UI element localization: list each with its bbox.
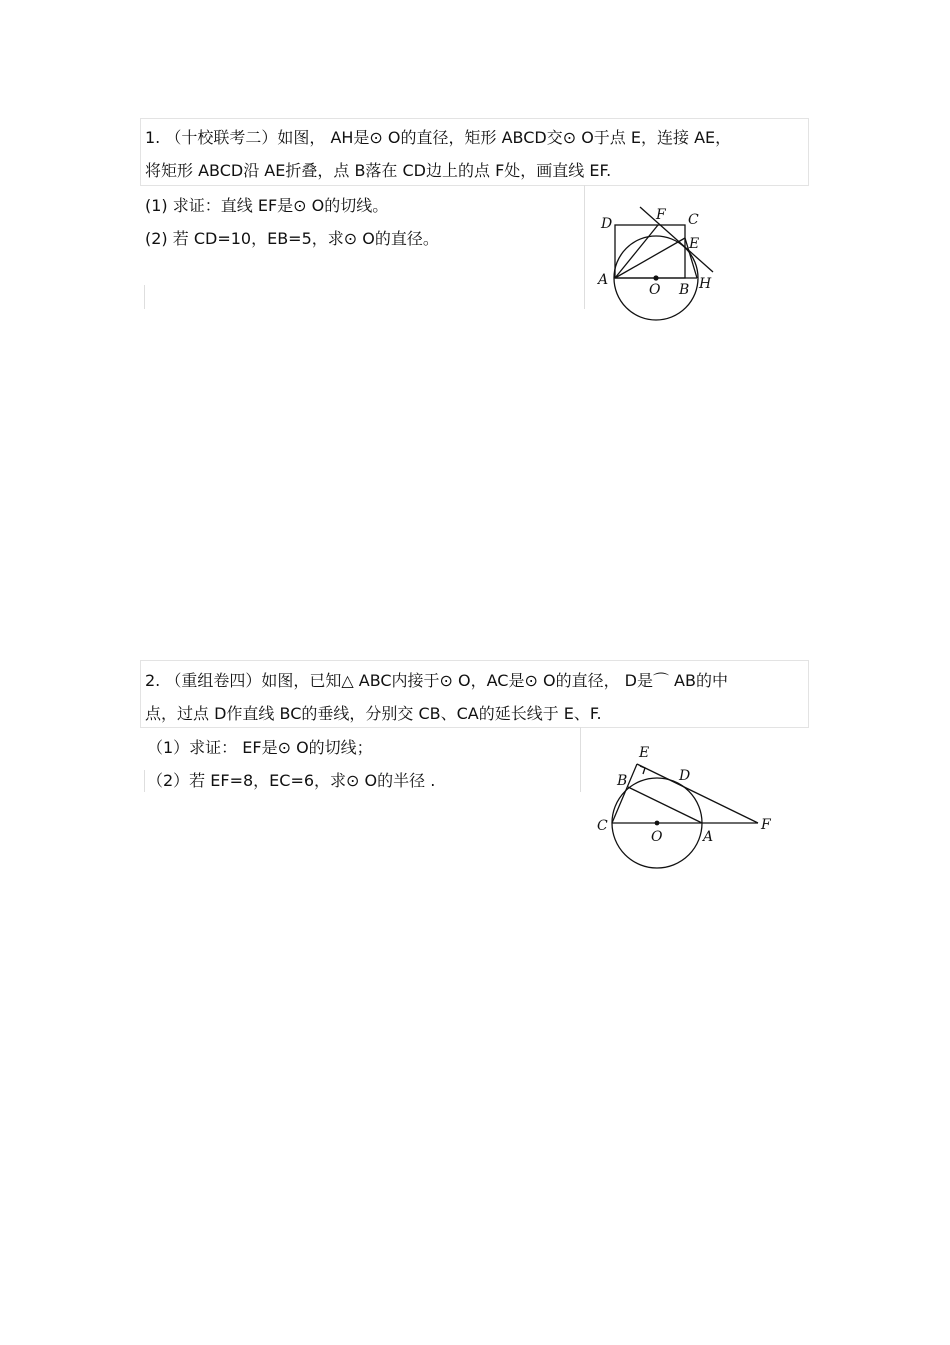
p2-label-D: D — [679, 768, 691, 784]
p2-line-BA — [628, 787, 702, 823]
problem1-figure — [590, 198, 725, 328]
p1-rectangle — [615, 225, 685, 278]
p1-label-F: F — [656, 207, 666, 223]
p1-label-O: O — [649, 282, 661, 298]
problem1-question1: (1) 求证：直线 EF是⊙ O的切线。 — [145, 196, 389, 215]
p1-label-C: C — [688, 212, 699, 228]
p2-right-angle-mark — [640, 766, 645, 774]
p2-label-C: C — [597, 818, 608, 834]
problem2-left-divider — [144, 770, 145, 792]
p2-label-E: E — [639, 745, 650, 761]
problem2-line1: 2. （重组卷四）如图，已知△ ABC内接于⊙ O，AC是⊙ O的直径， D是⌒ AB的中 — [145, 671, 728, 690]
problem2-question2: （2）若 EF=8，EC=6，求⊙ O的半径 . — [147, 771, 436, 790]
p2-line-EF — [637, 764, 758, 823]
p1-label-B: B — [679, 282, 690, 298]
problem1-left-divider — [144, 285, 145, 309]
p2-label-O: O — [651, 829, 663, 845]
p1-label-D: D — [601, 216, 613, 232]
problem1-line2: 将矩形 ABCD沿 AE折叠，点 B落在 CD边上的点 F处，画直线 EF. — [145, 161, 612, 180]
p1-label-E: E — [689, 236, 700, 252]
p1-label-H: H — [699, 276, 712, 292]
problem2-question1: （1）求证： EF是⊙ O的切线； — [147, 738, 373, 757]
problem2-figure-divider — [580, 727, 581, 792]
p2-label-B: B — [617, 773, 628, 789]
p2-label-A: A — [703, 829, 714, 845]
p2-center-dot — [655, 821, 660, 826]
problem2-line2: 点，过点 D作直线 BC的垂线，分别交 CB、CA的延长线于 E、F. — [145, 704, 602, 723]
p1-line-AE — [615, 238, 685, 278]
p1-label-A: A — [598, 272, 609, 288]
p1-line-FH — [640, 207, 713, 272]
problem1-question2: (2) 若 CD=10，EB=5，求⊙ O的直径。 — [145, 229, 439, 248]
problem2-figure — [592, 740, 782, 875]
problem1-figure-divider — [584, 185, 585, 309]
p2-label-F: F — [761, 817, 771, 833]
p1-center-dot — [653, 275, 658, 280]
p1-line-AF — [615, 225, 658, 278]
problem1-line1: 1. （十校联考二）如图， AH是⊙ O的直径，矩形 ABCD交⊙ O于点 E，连接 AE， — [145, 128, 732, 147]
